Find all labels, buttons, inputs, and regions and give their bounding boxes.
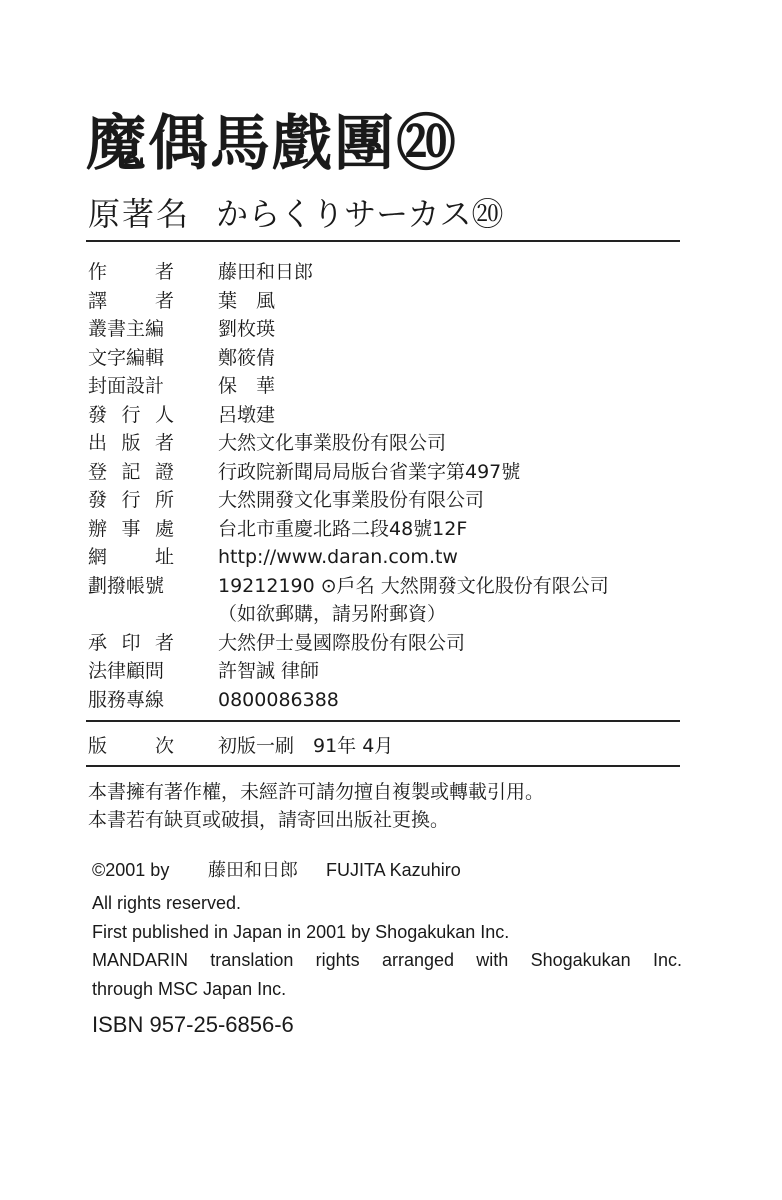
credit-key-char: 叢書主編 — [88, 318, 165, 340]
original-title-line — [88, 194, 504, 234]
credit-value: 許智誠 律師 — [218, 660, 320, 682]
credit-key-char: 行 — [121, 403, 141, 426]
credit-value: 鄭筱倩 — [218, 346, 276, 369]
credit-key-char: 證 — [154, 460, 174, 483]
credit-row — [88, 515, 688, 544]
copyright-author: 藤田和日郎 — [208, 860, 298, 881]
credit-key-char: 記 — [121, 460, 141, 483]
credit-value: 19212190 ⊙戶名 大然開發文化股份有限公司 — [218, 574, 609, 597]
middle-rule — [86, 720, 680, 722]
original-title-label: 原著名 — [88, 195, 191, 233]
book-title: 魔偶馬戲團⑳ — [86, 109, 458, 179]
credit-key — [88, 287, 174, 315]
credit-key-char: 封面設計 — [88, 375, 165, 397]
credit-key-char: 辦 — [88, 517, 108, 540]
credit-key-char: 發 — [88, 489, 108, 511]
credit-key-char: 劃撥帳號 — [88, 574, 165, 597]
credit-key-char: 登 — [88, 460, 108, 483]
credit-key — [88, 258, 174, 286]
credit-row — [88, 629, 688, 658]
credit-value: 0800086388 — [218, 688, 339, 711]
top-rule — [86, 240, 680, 242]
original-title-value: からくりサーカス⑳ — [216, 195, 504, 233]
credit-value: 葉 風 — [218, 289, 276, 312]
credit-row — [88, 600, 688, 629]
credit-key — [88, 344, 174, 372]
edition-key-char: 版 — [88, 735, 108, 757]
credit-value: 大然開發文化事業股份有限公司 — [218, 489, 485, 511]
credit-value: 行政院新聞局局版台省業字第497號 — [218, 460, 521, 483]
credit-row — [88, 372, 688, 401]
rights-line: through MSC Japan Inc. — [92, 979, 287, 999]
credit-key — [88, 429, 174, 457]
edition-value: 初版一刷 91年 4月 — [218, 735, 394, 757]
notice-line: 本書若有缺頁或破損，請寄回出版社更換。 — [88, 809, 450, 831]
credit-key-char: 發 — [88, 403, 108, 426]
credit-row — [88, 315, 688, 344]
credit-key-char: 法律顧問 — [88, 660, 165, 682]
credit-row — [88, 657, 688, 686]
copyright-mark: ©2001 by — [92, 860, 170, 880]
credit-row — [88, 258, 688, 287]
credit-key-char: 者 — [154, 261, 174, 283]
credit-key-char: 出 — [88, 432, 108, 454]
credit-row — [88, 429, 688, 458]
credit-key-char: 者 — [154, 432, 174, 454]
credit-key — [88, 572, 174, 600]
credit-row — [88, 287, 688, 316]
credits-list — [88, 258, 688, 714]
rights-line: First published in Japan in 2001 by Shogakukan Inc. — [92, 922, 510, 942]
credit-value: 劉枚瑛 — [218, 318, 276, 340]
credit-row — [88, 344, 688, 373]
credit-key — [88, 686, 174, 714]
credit-key-char: 服務專線 — [88, 688, 165, 711]
credit-key-char: 址 — [154, 546, 174, 568]
credit-key — [88, 401, 174, 429]
credit-key — [88, 543, 174, 571]
copyright-romanized: FUJITA Kazuhiro — [326, 860, 461, 880]
credit-key-char: 行 — [121, 489, 141, 511]
credit-row — [88, 572, 688, 601]
credit-key — [88, 315, 174, 343]
credit-key — [88, 458, 174, 486]
credit-key — [88, 657, 174, 685]
credit-key-char: 印 — [121, 631, 141, 654]
credit-value: 大然伊士曼國際股份有限公司 — [218, 631, 466, 654]
credit-value: http://www.daran.com.tw — [218, 546, 458, 568]
credit-key — [88, 629, 174, 657]
credit-key-char: 者 — [154, 289, 174, 312]
credit-key-char: 承 — [88, 631, 108, 654]
credit-row — [88, 686, 688, 715]
credit-row — [88, 486, 688, 515]
credit-value: 藤田和日郎 — [218, 261, 314, 283]
credit-value: 保 華 — [218, 375, 276, 397]
credit-key-char: 事 — [121, 517, 141, 540]
edition-row — [88, 732, 688, 762]
credit-key — [88, 515, 174, 543]
credit-key-char: 者 — [154, 631, 174, 654]
edition-key-char: 次 — [154, 735, 174, 757]
credit-value: （如欲郵購，請另附郵資） — [218, 603, 447, 625]
credit-row — [88, 458, 688, 487]
credit-key-char: 作 — [88, 261, 108, 283]
credit-row — [88, 543, 688, 572]
isbn: ISBN 957-25-6856-6 — [92, 1012, 294, 1037]
credit-key-char: 譯 — [88, 289, 108, 312]
credit-row — [88, 401, 688, 430]
credit-key-char: 文字編輯 — [88, 346, 165, 369]
credit-value: 呂墩建 — [218, 403, 276, 426]
notice-line: 本書擁有著作權，未經許可請勿擅自複製或轉載引用。 — [88, 781, 545, 803]
credit-key-char: 所 — [154, 489, 174, 511]
credit-key — [88, 372, 174, 400]
credit-value: 台北市重慶北路二段48號12F — [218, 517, 468, 540]
rights-line: MANDARIN translation rights arranged with Shogakukan Inc. — [92, 950, 682, 970]
credit-key-char: 人 — [154, 403, 174, 426]
credit-value: 大然文化事業股份有限公司 — [218, 432, 447, 454]
credit-key-char: 網 — [88, 546, 108, 568]
credit-key — [88, 486, 174, 514]
credit-key-char: 版 — [121, 432, 141, 454]
rights-line: All rights reserved. — [92, 893, 242, 913]
edition-key — [88, 732, 174, 760]
copyright-line — [92, 856, 461, 885]
credit-key-char: 處 — [154, 517, 174, 540]
bottom-rule — [86, 765, 680, 767]
